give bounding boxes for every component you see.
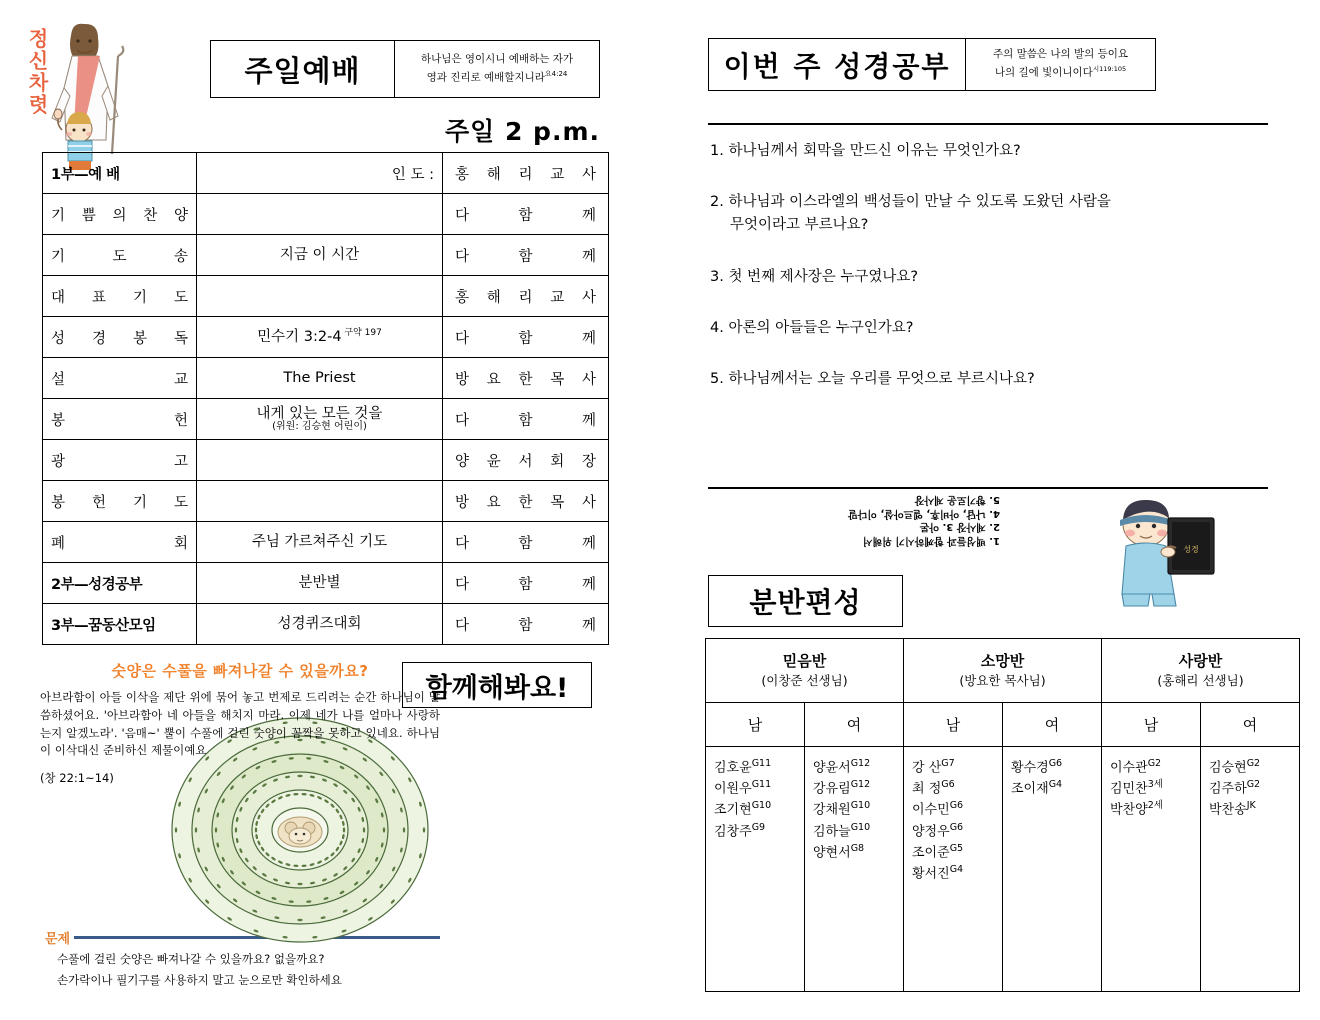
class-teacher: (방요한 목사님) bbox=[959, 673, 1046, 689]
worship-title: 주일예배 bbox=[210, 40, 395, 98]
question-text: 2. 하나님과 이스라엘의 백성들이 만날 수 있도록 도왔던 사람을 bbox=[710, 194, 1111, 211]
gender-header: 여 bbox=[1003, 703, 1102, 747]
gender-header: 여 bbox=[805, 703, 904, 747]
student-grade: G4 bbox=[949, 863, 964, 875]
class-header bbox=[706, 639, 904, 703]
gender-header: 남 bbox=[706, 703, 805, 747]
order-item: 봉 헌 bbox=[43, 399, 197, 440]
order-row bbox=[43, 604, 609, 645]
answer-line: 5. 향기로운 제사장 bbox=[914, 494, 1000, 506]
order-person: 양 윤 서 회 장 bbox=[443, 440, 609, 481]
order-detail: 지금 이 시간 bbox=[197, 235, 443, 276]
gender-header: 남 bbox=[1102, 703, 1201, 747]
order-detail bbox=[197, 194, 443, 235]
student-entry bbox=[714, 799, 796, 820]
order-row bbox=[43, 481, 609, 522]
answer-line: 4. 나답, 아비후, 엘르아살, 이다말 bbox=[848, 508, 1000, 519]
student-name: 양정우 bbox=[912, 823, 950, 839]
activity-reference: (창 22:1~14) bbox=[40, 771, 114, 786]
problem-label: 문제 bbox=[45, 932, 71, 947]
student-grade: G10 bbox=[751, 800, 772, 812]
student-entry bbox=[813, 778, 895, 799]
student-grade: 3세 bbox=[1147, 779, 1163, 791]
bible-study-title: 이번 주 성경공부 bbox=[708, 38, 966, 91]
student-name-cell bbox=[1102, 747, 1201, 992]
order-item: 성 경 봉 독 bbox=[43, 317, 197, 358]
order-detail: 민수기 3:2-4 $^{구약 197}$ bbox=[197, 317, 443, 358]
student-name: 조기현 bbox=[714, 802, 752, 818]
gender-header: 여 bbox=[1201, 703, 1300, 747]
order-person: 다 함 께 bbox=[443, 194, 609, 235]
class-teacher: (홍해리 선생님) bbox=[1157, 673, 1244, 689]
order-row bbox=[43, 358, 609, 399]
student-name: 김주하 bbox=[1209, 781, 1247, 797]
order-item: 기 쁨 의 찬 양 bbox=[43, 194, 197, 235]
student-grade: G2 bbox=[1246, 758, 1261, 769]
order-row bbox=[43, 440, 609, 481]
r-verse-line-2: 나의 길에 빛이니이다$^{시119:105}$ bbox=[994, 65, 1127, 79]
order-detail bbox=[197, 276, 443, 317]
student-name: 이원우 bbox=[714, 781, 752, 797]
student-grade: G11 bbox=[751, 779, 772, 791]
student-entry bbox=[813, 821, 895, 842]
student-entry bbox=[813, 842, 895, 863]
verse-line-2: 영과 진리로 예배할지니라$^{요4:24}$ bbox=[426, 69, 568, 84]
student-name: 이수민 bbox=[912, 802, 950, 818]
order-person: 다 함 께 bbox=[443, 522, 609, 563]
student-grade: G12 bbox=[850, 779, 871, 791]
student-entry bbox=[1209, 778, 1291, 799]
student-entry bbox=[1110, 757, 1192, 778]
student-entry bbox=[714, 821, 796, 842]
student-grade: JK bbox=[1246, 800, 1256, 812]
student-entry bbox=[912, 757, 994, 778]
order-item: 2부—성경공부 bbox=[43, 563, 197, 604]
bible-study-header bbox=[708, 38, 1156, 91]
class-name: 소망반 bbox=[980, 651, 1025, 670]
order-person: 홍 해 리 교 사 bbox=[443, 153, 609, 194]
scripture-page-ref: 구약 197 bbox=[341, 328, 382, 339]
student-entry bbox=[1011, 757, 1093, 778]
r-verse-reference: 시119:105 bbox=[1092, 65, 1127, 74]
order-item: 폐 회 bbox=[43, 522, 197, 563]
student-name: 황수경 bbox=[1011, 760, 1049, 776]
student-name: 김승현 bbox=[1209, 760, 1247, 776]
order-item: 기 도 송 bbox=[43, 235, 197, 276]
class-assignment-table bbox=[705, 638, 1300, 992]
student-grade: G6 bbox=[1048, 758, 1063, 769]
student-grade: G10 bbox=[850, 800, 871, 812]
order-row bbox=[43, 317, 609, 358]
student-grade: G12 bbox=[850, 758, 871, 769]
problem-line-1: 수풀에 걸린 숫양은 빠져나갈 수 있을까요? 없을까요? bbox=[57, 952, 325, 966]
order-item: 봉 헌 기 도 bbox=[43, 481, 197, 522]
bible-study-verse bbox=[966, 38, 1156, 91]
student-name: 김창주 bbox=[714, 823, 752, 839]
student-name: 박찬송 bbox=[1209, 802, 1247, 818]
order-row bbox=[43, 563, 609, 604]
student-name: 황서진 bbox=[912, 866, 950, 882]
question-item bbox=[710, 140, 1280, 163]
student-entry bbox=[1110, 799, 1192, 820]
order-detail: 내게 있는 모든 것을 (위원: 김승현 어린이) bbox=[197, 399, 443, 440]
student-grade: G8 bbox=[850, 842, 865, 854]
order-person: 방 요 한 목 사 bbox=[443, 481, 609, 522]
divider-bottom bbox=[708, 487, 1268, 489]
student-grade: G9 bbox=[751, 821, 766, 833]
order-row bbox=[43, 399, 609, 440]
student-name-cell bbox=[805, 747, 904, 992]
order-row bbox=[43, 276, 609, 317]
order-person: 다 함 께 bbox=[443, 317, 609, 358]
service-time: 주일 2 p.m. bbox=[444, 117, 600, 146]
order-detail bbox=[197, 481, 443, 522]
question-text: 5. 하나님께서는 오늘 우리를 무엇으로 부르시나요? bbox=[710, 370, 1035, 387]
question-list bbox=[710, 140, 1280, 419]
offering-note: (위원: 김승현 어린이) bbox=[272, 420, 367, 432]
class-header bbox=[904, 639, 1102, 703]
student-name: 김민찬 bbox=[1110, 781, 1148, 797]
student-name: 조이재 bbox=[1011, 781, 1049, 797]
student-grade: G5 bbox=[949, 842, 964, 854]
order-person: 다 함 께 bbox=[443, 399, 609, 440]
together-box: 함께해봐요! bbox=[402, 662, 592, 708]
order-row bbox=[43, 194, 609, 235]
order-row bbox=[43, 235, 609, 276]
r-verse-line-1: 주의 말씀은 나의 발의 등이요 bbox=[992, 48, 1129, 61]
leader-label: 인 도 : bbox=[391, 166, 434, 183]
sunday-worship-header bbox=[210, 40, 600, 98]
student-entry bbox=[1209, 799, 1291, 820]
student-grade: G6 bbox=[949, 821, 964, 833]
student-entry bbox=[714, 757, 796, 778]
class-assignment-title: 분반편성 bbox=[708, 575, 903, 627]
order-person: 다 함 께 bbox=[443, 563, 609, 604]
order-detail bbox=[197, 440, 443, 481]
student-grade: 2세 bbox=[1147, 800, 1163, 812]
question-text: 1. 하나님께서 회막을 만드신 이유는 무엇인가요? bbox=[710, 143, 1021, 159]
student-grade: G7 bbox=[941, 758, 955, 769]
student-grade: G6 bbox=[949, 800, 964, 812]
order-detail bbox=[197, 153, 443, 194]
activity-body: 아브라함이 아들 이삭을 제단 위에 묶어 놓고 번제로 드리려는 순간 하나님이 말씀하셨어요. '아브라함아 네 아들을 해치지 마라. 이제 네가 나를 얼마나 사랑하는지 알겠노라'. '음매~' 뿔이 수풀에 걸린 숫양이 꼼짝을 못하고 있네요. 하나님이 이삭대신 준비하신 제물이예요 bbox=[40, 690, 440, 758]
activity-title: 숫양은 수풀을 빠져나갈 수 있을까요? bbox=[111, 662, 369, 680]
student-name: 최 정 bbox=[912, 781, 942, 797]
student-entry bbox=[912, 778, 994, 799]
activity-section bbox=[40, 660, 440, 786]
student-entry bbox=[1011, 778, 1093, 799]
student-name-cell bbox=[706, 747, 805, 992]
inverted-answer-key bbox=[700, 493, 1000, 547]
order-person: 방 요 한 목 사 bbox=[443, 358, 609, 399]
student-name: 김하늘 bbox=[813, 823, 851, 839]
order-item: 설 교 bbox=[43, 358, 197, 399]
student-grade: G2 bbox=[1246, 779, 1261, 791]
problem-line-2: 손가락이나 필기구를 사용하지 말고 눈으로만 확인하세요 bbox=[57, 973, 342, 988]
question-item bbox=[710, 191, 1280, 237]
order-row bbox=[43, 153, 609, 194]
question-item bbox=[710, 317, 1280, 340]
student-grade: G11 bbox=[751, 758, 772, 769]
verse-reference: 요4:24 bbox=[544, 69, 568, 78]
student-grade: G2 bbox=[1147, 758, 1162, 769]
class-name: 믿음반 bbox=[782, 651, 827, 670]
student-name: 양윤서 bbox=[813, 760, 851, 776]
student-name: 양현서 bbox=[813, 845, 851, 861]
question-text-continued: 무엇이라고 부르나요? bbox=[730, 217, 869, 234]
order-detail: 주님 가르쳐주신 기도 bbox=[197, 522, 443, 563]
student-entry bbox=[912, 842, 994, 863]
order-detail: 분반별 bbox=[197, 563, 443, 604]
student-name-cell bbox=[904, 747, 1003, 992]
order-detail: 성경퀴즈대회 bbox=[197, 604, 443, 645]
worship-order-table bbox=[42, 152, 609, 645]
question-item bbox=[710, 266, 1280, 289]
student-entry bbox=[912, 863, 994, 884]
class-name: 사랑반 bbox=[1178, 651, 1223, 670]
order-item: 1부—예 배 bbox=[43, 153, 197, 194]
answer-line: 2. 제사장 3. 아론 bbox=[919, 521, 1000, 533]
order-person: 다 함 께 bbox=[443, 235, 609, 276]
student-name: 강채원 bbox=[813, 802, 851, 818]
verse-line-1: 하나님은 영이시니 예배하는 자가 bbox=[420, 52, 573, 65]
order-item: 광 고 bbox=[43, 440, 197, 481]
divider-top bbox=[708, 123, 1268, 125]
order-item: 3부—꿈동산모임 bbox=[43, 604, 197, 645]
order-row bbox=[43, 522, 609, 563]
order-detail: The Priest bbox=[197, 358, 443, 399]
question-item bbox=[710, 368, 1280, 391]
student-name: 김호윤 bbox=[714, 760, 752, 776]
student-name: 이수관 bbox=[1110, 760, 1148, 776]
student-entry bbox=[1209, 757, 1291, 778]
student-entry bbox=[1110, 778, 1192, 799]
student-name: 강 산 bbox=[912, 760, 942, 776]
gender-header: 남 bbox=[904, 703, 1003, 747]
vertical-caption: 정신차렷 bbox=[25, 28, 49, 116]
order-person: 다 함 께 bbox=[443, 604, 609, 645]
class-header bbox=[1102, 639, 1300, 703]
worship-verse bbox=[395, 40, 600, 98]
question-text: 3. 첫 번째 제사장은 누구였나요? bbox=[710, 268, 919, 285]
order-item: 대 표 기 도 bbox=[43, 276, 197, 317]
student-name: 박찬양 bbox=[1110, 802, 1148, 818]
student-grade: G6 bbox=[941, 779, 955, 791]
svg-text:성경: 성경 bbox=[1183, 545, 1199, 554]
class-teacher: (이창준 선생님) bbox=[761, 673, 848, 689]
student-name: 강유림 bbox=[813, 781, 851, 797]
student-name-cell bbox=[1003, 747, 1102, 992]
order-person: 홍 해 리 교 사 bbox=[443, 276, 609, 317]
boy-reading-bible-illustration bbox=[1100, 490, 1230, 610]
student-entry bbox=[813, 757, 895, 778]
student-grade: G10 bbox=[850, 821, 871, 833]
student-grade: G4 bbox=[1048, 779, 1063, 791]
student-name-cell bbox=[1201, 747, 1300, 992]
student-entry bbox=[714, 778, 796, 799]
student-entry bbox=[912, 821, 994, 842]
student-name: 조이준 bbox=[912, 845, 950, 861]
student-entry bbox=[813, 799, 895, 820]
question-text: 4. 아론의 아들들은 누구인가요? bbox=[710, 319, 914, 336]
student-entry bbox=[912, 799, 994, 820]
answer-line: 1. 백성들과 함께하시기 위해서 bbox=[862, 535, 1000, 546]
